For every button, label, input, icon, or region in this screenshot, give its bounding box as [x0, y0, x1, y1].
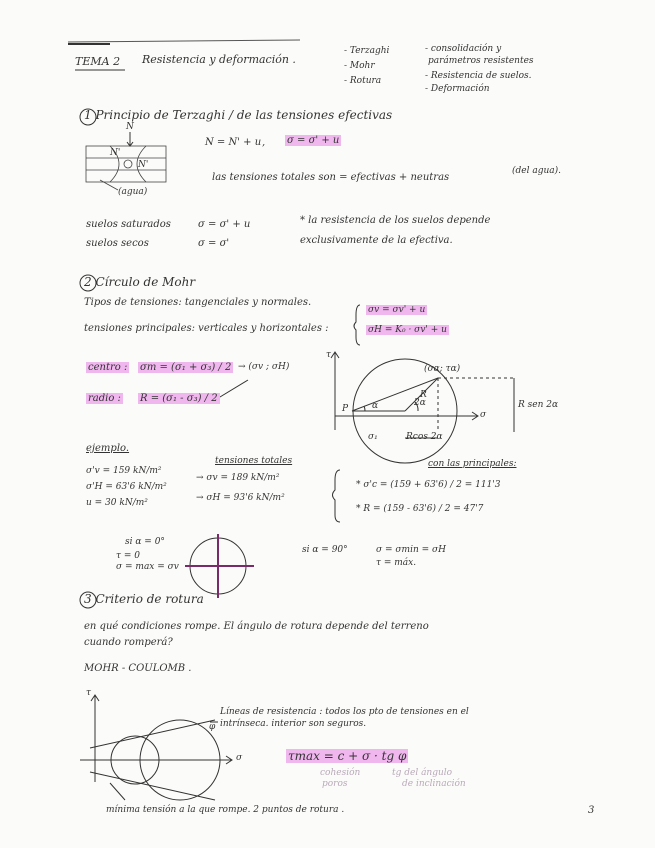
lineas-line2: intrínseca. interior son seguros.	[220, 719, 367, 729]
diag-tau: τ	[326, 350, 331, 360]
tema-label: TEMA 2	[75, 55, 121, 68]
lineas-line1: Líneas de resistencia : todos los pto de tensiones en el	[220, 707, 469, 717]
ejemplo-label: ejemplo.	[86, 443, 130, 454]
tot-value-0: → σv = 189 kN/m²	[196, 473, 280, 483]
diag-sigma1: σ₁	[368, 432, 378, 442]
diag-p: P	[342, 404, 349, 414]
mohr-coulomb-label: MOHR - COULOMB .	[84, 663, 192, 674]
diag-alpha: α	[372, 401, 379, 411]
formula-sub1-a: cohesión	[320, 768, 361, 778]
section-2-heading: 2 Círculo de Mohr	[84, 275, 196, 289]
bottom-note: mínima tensión a la que rompe. 2 puntos de rotura .	[106, 805, 345, 815]
radio-label: radio :	[88, 393, 121, 404]
mc-sigma: σ	[236, 753, 243, 763]
fig-water-label: (agua)	[118, 187, 148, 197]
section-1-heading: 1 Principio de Terzaghi / de las tensiones efectivas	[84, 108, 393, 122]
note-line1: * la resistencia de los suelos depende	[300, 215, 491, 226]
principales-text: tensiones principales: verticales y horizontales :	[84, 323, 329, 334]
calc-1: * σ'c = (159 + 63'6) / 2 = 111'3	[356, 480, 501, 490]
note-line2: exclusivamente de la efectiva.	[300, 235, 453, 246]
centro-label: centro :	[88, 362, 128, 373]
bracket-eq1: σv = σv' + u	[368, 305, 426, 315]
diag-rsin: R sen 2α	[518, 400, 559, 410]
calc-2: * R = (159 - 63'6) / 2 = 47'7	[356, 504, 484, 514]
header-col2-1: parámetros resistentes	[428, 56, 534, 66]
diag-sigma: σ	[480, 410, 487, 420]
case2-b: σ = σmin = σH	[376, 545, 447, 555]
fig-label-1: N'	[138, 160, 149, 170]
case1-a: si α = 0°	[125, 537, 165, 547]
dry-label: suelos secos	[86, 238, 149, 249]
terzaghi-eq1: N = N' + u	[205, 137, 262, 148]
page-number: 3	[588, 805, 595, 816]
ej-value-1: σ'H = 63'6 kN/m²	[86, 482, 167, 492]
tipos-text: Tipos de tensiones: tangenciales y normales.	[84, 297, 312, 308]
n-arrow-label: N	[126, 122, 134, 132]
top-rule	[68, 40, 300, 42]
radio-eq: R = (σ₁ - σ₃) / 2	[140, 393, 218, 404]
principales-title: con las principales:	[428, 459, 517, 469]
header-col1-1: - Mohr	[344, 61, 375, 71]
diag-angle: 2α	[414, 398, 426, 408]
centro-point: → (σv ; σH)	[238, 362, 290, 372]
header-col1-2: - Rotura	[344, 76, 382, 86]
sentence-a: las tensiones totales son = efectivas + neutras	[212, 172, 450, 183]
formula-sub2-a: tg del ángulo	[392, 768, 453, 778]
diag-rcos: Rcos 2α	[406, 432, 443, 442]
sentence-b: (del agua).	[512, 166, 561, 176]
ej-value-2: u = 30 kN/m²	[86, 498, 148, 508]
tensiones-totales: tensiones totales	[215, 456, 293, 466]
sat-label: suelos saturados	[86, 219, 171, 230]
formula-sub2-b: de inclinación	[402, 779, 466, 789]
ej-value-0: σ'v = 159 kN/m²	[86, 466, 162, 476]
case1-c: σ = max = σv	[116, 562, 179, 572]
diag-r: R	[420, 390, 427, 400]
header-col2-0: - consolidación y	[425, 44, 502, 54]
fig-label-0: N'	[110, 148, 121, 158]
mc-phi: φ	[209, 722, 216, 732]
mc-tau: τ	[86, 688, 91, 698]
case2-a: si α = 90°	[302, 545, 348, 555]
sat-eq: σ = σ' + u	[198, 219, 251, 230]
bracket-eq2: σH = K₀ · σv' + u	[368, 325, 447, 335]
section-3-heading: 3 Criterio de rotura	[84, 592, 204, 606]
mohr-coulomb-formula: τmax = c + σ · tg φ	[288, 749, 407, 763]
header-col1-0: - Terzaghi	[344, 46, 390, 56]
case2-c: τ = máx.	[376, 558, 417, 568]
terzaghi-eq-sep: ,	[262, 137, 266, 148]
rotura-q2: cuando romperá?	[84, 637, 173, 648]
header-col2-3: - Deformación	[425, 84, 490, 94]
diag-point: (σα; τα)	[424, 364, 461, 374]
case1-b: τ = 0	[116, 551, 140, 561]
mohr-coulomb-diagram	[80, 695, 232, 800]
tot-value-1: → σH = 93'6 kN/m²	[196, 493, 285, 503]
mohr-circle-small	[185, 534, 254, 598]
tema-title: Resistencia y deformación .	[142, 53, 296, 66]
dry-eq: σ = σ'	[198, 238, 230, 249]
centro-eq: σm = (σ₁ + σ₃) / 2	[140, 362, 232, 373]
terzaghi-eq2: σ = σ' + u	[287, 135, 340, 146]
terzaghi-figure	[86, 146, 166, 190]
header-col2-2: - Resistencia de suelos.	[425, 71, 532, 81]
rotura-q1: en qué condiciones rompe. El ángulo de rotura depende del terreno	[84, 621, 429, 632]
formula-sub1-b: poros	[322, 779, 348, 789]
